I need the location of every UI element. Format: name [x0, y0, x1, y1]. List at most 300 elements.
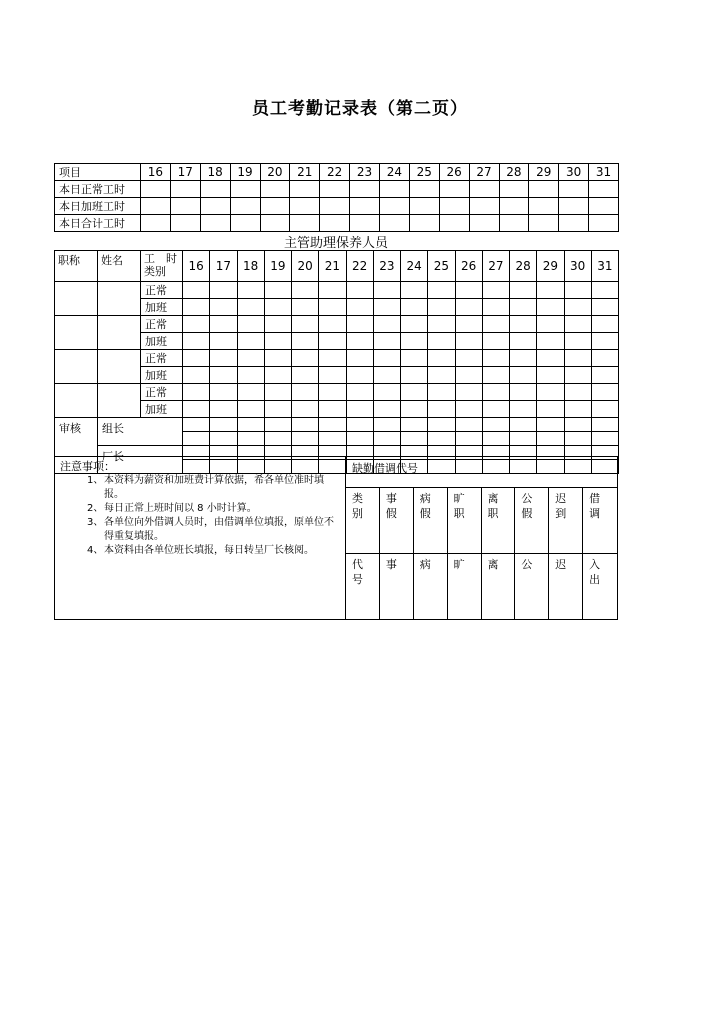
code-symbol-cell [549, 554, 583, 620]
attendance-cell[interactable] [292, 384, 319, 401]
signature-cell[interactable] [591, 432, 618, 446]
attendance-cell[interactable] [210, 401, 237, 418]
signature-cell[interactable] [537, 418, 564, 432]
attendance-cell[interactable] [455, 333, 482, 350]
attendance-cell[interactable] [292, 401, 319, 418]
signature-cell[interactable] [482, 432, 509, 446]
signature-cell[interactable] [346, 432, 373, 446]
code-symbol-cell [515, 554, 549, 620]
hours-cell[interactable] [529, 198, 559, 215]
attendance-cell[interactable] [264, 367, 291, 384]
attendance-cell[interactable] [210, 333, 237, 350]
attendance-cell[interactable] [510, 333, 537, 350]
hours-cell[interactable] [170, 181, 200, 198]
hours-cell[interactable] [409, 181, 439, 198]
title-column-header: 职称 [55, 251, 98, 282]
attendance-cell[interactable] [319, 401, 346, 418]
attendance-cell[interactable] [183, 401, 210, 418]
code-text: 入出 [589, 558, 601, 586]
attendance-cell[interactable] [183, 384, 210, 401]
attendance-cell[interactable] [564, 367, 591, 384]
day-header-cell: 16 [141, 164, 171, 181]
attendance-cell[interactable] [591, 316, 618, 333]
attendance-cell[interactable] [564, 316, 591, 333]
attendance-cell[interactable] [292, 299, 319, 316]
hours-cell[interactable] [200, 215, 230, 232]
attendance-cell[interactable] [401, 299, 428, 316]
attendance-cell[interactable] [537, 350, 564, 367]
attendance-cell[interactable] [455, 299, 482, 316]
attendance-cell[interactable] [482, 367, 509, 384]
attendance-cell[interactable] [264, 316, 291, 333]
attendance-cell[interactable] [401, 316, 428, 333]
hours-cell[interactable] [230, 215, 260, 232]
attendance-cell[interactable] [537, 367, 564, 384]
signature-cell[interactable] [510, 432, 537, 446]
signature-cell[interactable] [319, 432, 346, 446]
hours-cell[interactable] [499, 215, 529, 232]
attendance-cell[interactable] [319, 350, 346, 367]
day-header-cell: 27 [469, 164, 499, 181]
day-header-cell: 26 [439, 164, 469, 181]
attendance-cell[interactable] [401, 282, 428, 299]
code-text: 公 [521, 558, 533, 571]
attendance-cell[interactable] [292, 316, 319, 333]
attendance-cell[interactable] [237, 384, 264, 401]
daily-hours-row [55, 198, 619, 215]
attendance-cell[interactable] [264, 401, 291, 418]
attendance-cell[interactable] [373, 401, 400, 418]
signature-cell[interactable] [373, 432, 400, 446]
note-number: 1、 [87, 475, 104, 486]
hours-cell[interactable] [320, 215, 350, 232]
attendance-cell[interactable] [346, 299, 373, 316]
attendance-cell[interactable] [346, 333, 373, 350]
attendance-cell[interactable] [591, 282, 618, 299]
code-text: 迟到 [555, 492, 567, 520]
hours-cell[interactable] [559, 181, 589, 198]
attendance-cell[interactable] [428, 367, 455, 384]
note-item [87, 516, 343, 544]
note-number: 3、 [87, 517, 104, 528]
hours-cell[interactable] [260, 198, 290, 215]
attendance-cell[interactable] [183, 282, 210, 299]
signature-cell[interactable] [401, 418, 428, 432]
staff-title-cell[interactable] [55, 282, 98, 316]
attendance-cell[interactable] [482, 401, 509, 418]
hours-cell[interactable] [469, 198, 499, 215]
hours-cell[interactable] [469, 181, 499, 198]
day-header-cell: 18 [200, 164, 230, 181]
hours-cell[interactable] [499, 198, 529, 215]
day-header-cell: 29 [529, 164, 559, 181]
day-header-cell: 31 [589, 164, 619, 181]
attendance-cell[interactable] [292, 350, 319, 367]
hours-cell[interactable] [529, 181, 559, 198]
page-title: 员工考勤记录表（第二页） [252, 99, 468, 119]
normal-category-cell: 正常 [141, 282, 183, 299]
signature-cell[interactable] [428, 418, 455, 432]
attendance-cell[interactable] [482, 299, 509, 316]
attendance-cell[interactable] [210, 282, 237, 299]
hours-cell[interactable] [439, 215, 469, 232]
signature-cell[interactable] [319, 418, 346, 432]
attendance-cell[interactable] [401, 384, 428, 401]
day-header-cell: 26 [455, 251, 482, 282]
hours-cell[interactable] [409, 215, 439, 232]
attendance-cell[interactable] [428, 350, 455, 367]
signature-cell[interactable] [373, 418, 400, 432]
attendance-cell[interactable] [537, 316, 564, 333]
code-text: 事 [385, 558, 397, 571]
hours-cell[interactable] [200, 198, 230, 215]
note-item [87, 502, 343, 516]
attendance-cell[interactable] [482, 350, 509, 367]
day-header-cell: 19 [264, 251, 291, 282]
signature-cell[interactable] [183, 418, 210, 432]
staff-attendance-table [54, 250, 619, 474]
code-text: 离职 [487, 492, 499, 520]
code-text: 旷职 [453, 492, 465, 520]
hours-cell[interactable] [141, 181, 171, 198]
overtime-category-cell: 加班 [141, 401, 183, 418]
attendance-cell[interactable] [346, 282, 373, 299]
attendance-cell[interactable] [455, 316, 482, 333]
attendance-cell[interactable] [237, 299, 264, 316]
attendance-cell[interactable] [237, 350, 264, 367]
factory-manager-label: 厂长 [98, 446, 183, 474]
note-number: 2、 [87, 503, 104, 514]
attendance-cell[interactable] [210, 384, 237, 401]
signature-cell[interactable] [264, 432, 291, 446]
code-text: 类别 [352, 492, 363, 520]
attendance-cell[interactable] [455, 401, 482, 418]
hours-cell[interactable] [559, 198, 589, 215]
attendance-cell[interactable] [401, 333, 428, 350]
hours-cell[interactable] [230, 198, 260, 215]
attendance-cell[interactable] [346, 350, 373, 367]
attendance-cell[interactable] [319, 367, 346, 384]
signature-cell[interactable] [237, 418, 264, 432]
hours-cell[interactable] [589, 215, 619, 232]
hours-cell[interactable] [589, 198, 619, 215]
hours-cell[interactable] [260, 215, 290, 232]
day-header-cell: 20 [260, 164, 290, 181]
signature-cell[interactable] [591, 418, 618, 432]
attendance-cell[interactable] [264, 350, 291, 367]
daily-hours-row [55, 181, 619, 198]
day-header-cell: 24 [380, 164, 410, 181]
signature-cell[interactable] [537, 432, 564, 446]
hours-cell[interactable] [409, 198, 439, 215]
row-label: 本日合计工时 [55, 215, 141, 232]
note-item [87, 544, 343, 558]
signature-cell[interactable] [455, 432, 482, 446]
attendance-cell[interactable] [510, 350, 537, 367]
hours-cell[interactable] [350, 215, 380, 232]
signature-cell[interactable] [401, 432, 428, 446]
signature-cell[interactable] [264, 418, 291, 432]
day-header-cell: 24 [401, 251, 428, 282]
hours-cell[interactable] [141, 198, 171, 215]
hours-cell[interactable] [141, 215, 171, 232]
hours-cell[interactable] [559, 215, 589, 232]
attendance-cell[interactable] [319, 299, 346, 316]
attendance-cell[interactable] [564, 282, 591, 299]
code-category-cell [515, 488, 549, 554]
signature-cell[interactable] [482, 418, 509, 432]
hours-cell[interactable] [260, 181, 290, 198]
attendance-cell[interactable] [346, 316, 373, 333]
code-symbol-cell [482, 554, 516, 620]
staff-row [55, 316, 619, 333]
attendance-cell[interactable] [537, 282, 564, 299]
attendance-cell[interactable] [264, 333, 291, 350]
hours-cell[interactable] [439, 181, 469, 198]
day-header-cell: 21 [319, 251, 346, 282]
staff-title-cell[interactable] [55, 316, 98, 350]
signature-cell[interactable] [292, 418, 319, 432]
hours-cell[interactable] [589, 181, 619, 198]
hours-cell[interactable] [320, 198, 350, 215]
category-label: 类别 [144, 265, 166, 278]
hours-cell[interactable] [290, 198, 320, 215]
attendance-cell[interactable] [183, 333, 210, 350]
attendance-cell[interactable] [210, 316, 237, 333]
signature-cell[interactable] [210, 432, 237, 446]
staff-row [55, 384, 619, 401]
signature-cell[interactable] [346, 418, 373, 432]
day-header-cell: 28 [499, 164, 529, 181]
signature-cell[interactable] [210, 418, 237, 432]
hours-cell[interactable] [200, 181, 230, 198]
note-number: 4、 [87, 545, 104, 556]
attendance-cell[interactable] [428, 299, 455, 316]
attendance-cell[interactable] [237, 401, 264, 418]
absence-codes-grid [346, 487, 617, 621]
attendance-cell[interactable] [510, 282, 537, 299]
signature-cell[interactable] [510, 418, 537, 432]
staff-title-cell[interactable] [55, 350, 98, 384]
normal-category-cell: 正常 [141, 350, 183, 367]
staff-name-cell[interactable] [98, 384, 141, 418]
attendance-cell[interactable] [210, 350, 237, 367]
day-header-cell: 23 [373, 251, 400, 282]
day-header-cell: 22 [320, 164, 350, 181]
day-header-cell: 20 [292, 251, 319, 282]
code-symbol-cell [583, 554, 617, 620]
attendance-cell[interactable] [373, 316, 400, 333]
attendance-cell[interactable] [482, 333, 509, 350]
attendance-cell[interactable] [237, 282, 264, 299]
attendance-cell[interactable] [482, 282, 509, 299]
day-header-cell: 17 [210, 251, 237, 282]
signature-cell[interactable] [455, 418, 482, 432]
attendance-cell[interactable] [401, 367, 428, 384]
attendance-cell[interactable] [510, 384, 537, 401]
staff-name-cell[interactable] [98, 282, 141, 316]
signature-cell[interactable] [237, 432, 264, 446]
attendance-cell[interactable] [373, 282, 400, 299]
absence-codes-section [346, 456, 618, 620]
signature-cell[interactable] [183, 432, 210, 446]
attendance-cell[interactable] [373, 299, 400, 316]
attendance-cell[interactable] [564, 384, 591, 401]
attendance-cell[interactable] [264, 384, 291, 401]
attendance-cell[interactable] [591, 299, 618, 316]
attendance-cell[interactable] [564, 299, 591, 316]
day-header-cell: 25 [428, 251, 455, 282]
note-text: 每日正常上班时间以 8 小时计算。 [104, 503, 257, 514]
hours-cell[interactable] [380, 215, 410, 232]
staff-title-cell[interactable] [55, 384, 98, 418]
hours-cell[interactable] [230, 181, 260, 198]
hours-cell[interactable] [469, 215, 499, 232]
attendance-cell[interactable] [264, 299, 291, 316]
attendance-cell[interactable] [591, 333, 618, 350]
attendance-cell[interactable] [455, 367, 482, 384]
attendance-cell[interactable] [210, 299, 237, 316]
attendance-cell[interactable] [292, 282, 319, 299]
attendance-cell[interactable] [428, 401, 455, 418]
hours-cell[interactable] [499, 181, 529, 198]
attendance-cell[interactable] [373, 333, 400, 350]
signature-cell[interactable] [292, 432, 319, 446]
attendance-cell[interactable] [319, 316, 346, 333]
attendance-cell[interactable] [537, 333, 564, 350]
attendance-cell[interactable] [591, 350, 618, 367]
day-header-cell: 28 [510, 251, 537, 282]
attendance-cell[interactable] [237, 316, 264, 333]
hours-cell[interactable] [380, 198, 410, 215]
attendance-cell[interactable] [264, 282, 291, 299]
attendance-cell[interactable] [401, 401, 428, 418]
attendance-cell[interactable] [428, 333, 455, 350]
attendance-cell[interactable] [183, 299, 210, 316]
day-header-cell: 30 [564, 251, 591, 282]
review-row [55, 418, 619, 432]
attendance-cell[interactable] [455, 384, 482, 401]
attendance-cell[interactable] [591, 367, 618, 384]
attendance-cell[interactable] [455, 350, 482, 367]
staff-name-cell[interactable] [98, 350, 141, 384]
hours-cell[interactable] [529, 215, 559, 232]
attendance-cell[interactable] [292, 333, 319, 350]
hours-cell[interactable] [350, 198, 380, 215]
hours-cell[interactable] [290, 181, 320, 198]
code-text: 病假 [419, 492, 431, 520]
attendance-cell[interactable] [482, 316, 509, 333]
attendance-cell[interactable] [455, 282, 482, 299]
attendance-cell[interactable] [183, 350, 210, 367]
code-symbol-cell [414, 554, 448, 620]
attendance-cell[interactable] [237, 367, 264, 384]
signature-cell[interactable] [564, 418, 591, 432]
attendance-cell[interactable] [237, 333, 264, 350]
attendance-cell[interactable] [564, 350, 591, 367]
hours-cell[interactable] [170, 215, 200, 232]
attendance-cell[interactable] [428, 282, 455, 299]
review-label: 审核 [55, 418, 98, 474]
hours-cell[interactable] [320, 181, 350, 198]
attendance-cell[interactable] [428, 316, 455, 333]
attendance-cell[interactable] [591, 401, 618, 418]
attendance-cell[interactable] [319, 282, 346, 299]
attendance-cell[interactable] [510, 401, 537, 418]
hours-cell[interactable] [350, 181, 380, 198]
hours-cell[interactable] [380, 181, 410, 198]
item-header-cell: 项目 [55, 164, 141, 181]
day-header-cell: 29 [537, 251, 564, 282]
group-leader-label: 组长 [98, 418, 183, 446]
attendance-cell[interactable] [183, 316, 210, 333]
absence-codes-title: 缺勤借调代号 [352, 462, 418, 475]
row-label: 本日正常工时 [55, 181, 141, 198]
attendance-cell[interactable] [373, 350, 400, 367]
attendance-cell[interactable] [537, 401, 564, 418]
attendance-cell[interactable] [537, 299, 564, 316]
day-header-cell: 30 [559, 164, 589, 181]
attendance-cell[interactable] [346, 384, 373, 401]
attendance-cell[interactable] [319, 384, 346, 401]
attendance-cell[interactable] [564, 333, 591, 350]
staff-name-cell[interactable] [98, 316, 141, 350]
normal-category-cell: 正常 [141, 316, 183, 333]
attendance-cell[interactable] [537, 384, 564, 401]
attendance-cell[interactable] [482, 384, 509, 401]
day-header-cell: 17 [170, 164, 200, 181]
hours-cell[interactable] [170, 198, 200, 215]
section-title: 主管助理保养人员 [283, 236, 388, 251]
attendance-cell[interactable] [591, 384, 618, 401]
signature-cell[interactable] [428, 432, 455, 446]
daily-hours-row [55, 215, 619, 232]
attendance-cell[interactable] [373, 367, 400, 384]
day-header-cell: 18 [237, 251, 264, 282]
attendance-cell[interactable] [564, 401, 591, 418]
staff-table-header-row [55, 251, 619, 282]
day-header-cell: 16 [183, 251, 210, 282]
hours-cell[interactable] [290, 215, 320, 232]
attendance-cell[interactable] [401, 350, 428, 367]
note-text: 本资料为薪资和加班费计算依据，希各单位准时填报。 [104, 475, 324, 500]
signature-cell[interactable] [564, 432, 591, 446]
attendance-cell[interactable] [373, 384, 400, 401]
attendance-cell[interactable] [346, 367, 373, 384]
attendance-cell[interactable] [210, 367, 237, 384]
attendance-cell[interactable] [346, 401, 373, 418]
day-header-cell: 25 [409, 164, 439, 181]
attendance-cell[interactable] [510, 316, 537, 333]
attendance-cell[interactable] [183, 367, 210, 384]
notes-list [87, 474, 343, 558]
code-symbol-cell [448, 554, 482, 620]
day-header-cell: 23 [350, 164, 380, 181]
code-category-cell [380, 488, 414, 554]
attendance-cell[interactable] [428, 384, 455, 401]
code-category-cell [549, 488, 583, 554]
hours-cell[interactable] [439, 198, 469, 215]
overtime-category-cell: 加班 [141, 333, 183, 350]
attendance-cell[interactable] [510, 367, 537, 384]
code-text: 代号 [352, 558, 363, 586]
day-header-cell: 21 [290, 164, 320, 181]
attendance-cell[interactable] [292, 367, 319, 384]
normal-category-cell: 正常 [141, 384, 183, 401]
attendance-cell[interactable] [510, 299, 537, 316]
attendance-cell[interactable] [319, 333, 346, 350]
day-header-cell: 19 [230, 164, 260, 181]
